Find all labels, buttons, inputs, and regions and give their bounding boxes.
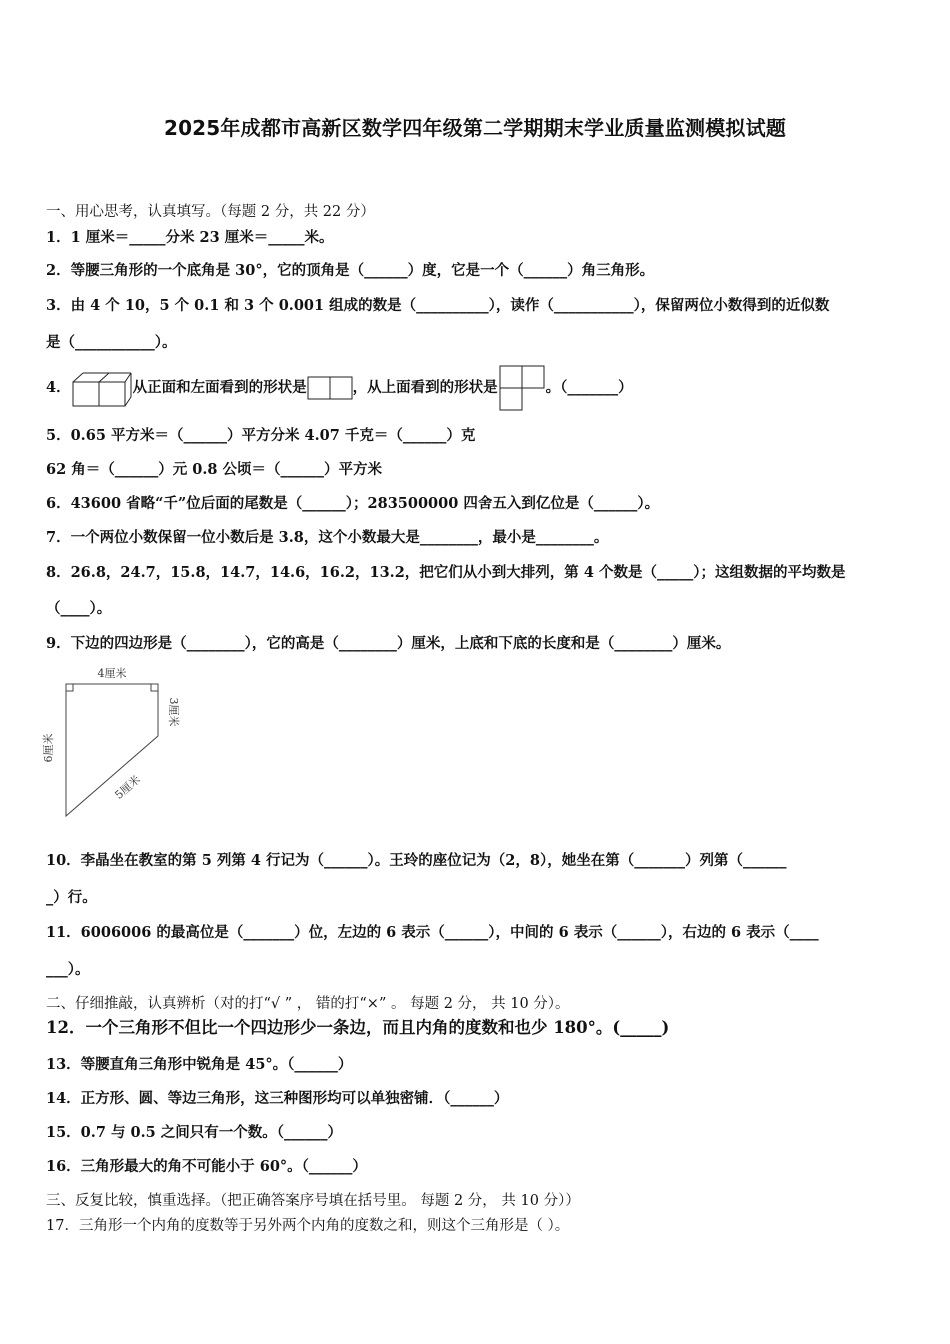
- question-12: 12．一个三角形不但比一个四边形少一条边，而且内角的度数和也少 180°。(_____): [46, 1018, 670, 1037]
- page-title: 2025年成都市高新区数学四年级第二学期期末学业质量监测模拟试题: [163, 116, 787, 140]
- question-6: 6．43600 省略“千”位后面的尾数是（______）；283500000 四舍五入到亿位是（______）。: [46, 495, 660, 512]
- section-heading: 三、反复比较，慎重选择。（把正确答案序号填在括号里。 每题 2 分， 共 10 分））: [46, 1193, 580, 1209]
- question-4-text-2: ，从上面看到的形状是: [352, 379, 498, 396]
- cube-stack-figure: [71, 367, 133, 409]
- section-heading: 一、用心思考，认真填写。（每题 2 分，共 22 分）: [46, 204, 375, 220]
- top-view-figure: [498, 364, 546, 412]
- question-8-line-2: （____）。: [46, 600, 112, 617]
- question-17: 17．三角形一个内角的度数等于另外两个内角的度数之和，则这个三角形是（ ）。: [46, 1218, 570, 1234]
- question-4-text-1: 从正面和左面看到的形状是: [132, 379, 307, 396]
- question-13: 13．等腰直角三角形中锐角是 45°。（______）: [46, 1056, 353, 1073]
- question-1: 1．1 厘米＝_____分米 23 厘米＝_____米。: [46, 229, 334, 246]
- front-view-figure: [307, 375, 353, 401]
- question-10-line-1: 10．李晶坐在教室的第 5 列第 4 行记为（______）。王玲的座位记为（2，8），她坐在第（_______）列第（______: [46, 852, 787, 869]
- question-14: 14．正方形、圆、等边三角形，这三种图形均可以单独密铺．（______）: [46, 1090, 509, 1107]
- question-7: 7．一个两位小数保留一位小数后是 3.8，这个小数最大是________，最小是________。: [46, 529, 609, 546]
- question-15: 15．0.7 与 0.5 之间只有一个数。（______）: [46, 1124, 343, 1141]
- question-10-line-2: _）行。: [46, 889, 97, 906]
- question-8-line-1: 8．26.8，24.7，15.8，14.7，14.6，16.2，13.2，把它们从小到大排列，第 4 个数是（_____）；这组数据的平均数是: [46, 564, 846, 581]
- question-9: 9．下边的四边形是（________），它的高是（________）厘米，上底和下底的长度和是（________）厘米。: [46, 635, 731, 652]
- label-right: 3厘米: [167, 697, 180, 727]
- section-heading: 二、仔细推敲，认真辨析（对的打“√ ” ， 错的打“×” 。 每题 2 分， 共 10 分）。: [46, 996, 570, 1012]
- question-4: [46, 364, 633, 412]
- label-top: 4厘米: [97, 667, 127, 680]
- question-4-text-3: 。（_______）: [545, 379, 633, 396]
- question-11-line-2: ___）。: [46, 961, 90, 978]
- question-4-number: 4．: [46, 379, 71, 396]
- quadrilateral-figure: [40, 660, 200, 830]
- label-slant: 5厘米: [112, 772, 143, 802]
- label-left: 6厘米: [42, 733, 55, 763]
- question-3-line-2: 是（___________）。: [46, 334, 177, 351]
- question-11-line-1: 11．6006006 的最高位是（_______）位，左边的 6 表示（______），中间的 6 表示（______），右边的 6 表示（____: [46, 924, 819, 941]
- question-3-line-1: 3．由 4 个 10，5 个 0.1 和 3 个 0.001 组成的数是（__________），读作（___________），保留两位小数得到的近似数: [46, 297, 830, 314]
- question-2: 2．等腰三角形的一个底角是 30°，它的顶角是（______）度，它是一个（______）角三角形。: [46, 262, 655, 279]
- question-5-line-2: 62 角＝（______）元 0.8 公顷＝（______）平方米: [46, 461, 383, 478]
- question-5-line-1: 5．0.65 平方米＝（______）平方分米 4.07 千克＝（______）克: [46, 427, 476, 444]
- question-16: 16．三角形最大的角不可能小于 60°。（______）: [46, 1158, 367, 1175]
